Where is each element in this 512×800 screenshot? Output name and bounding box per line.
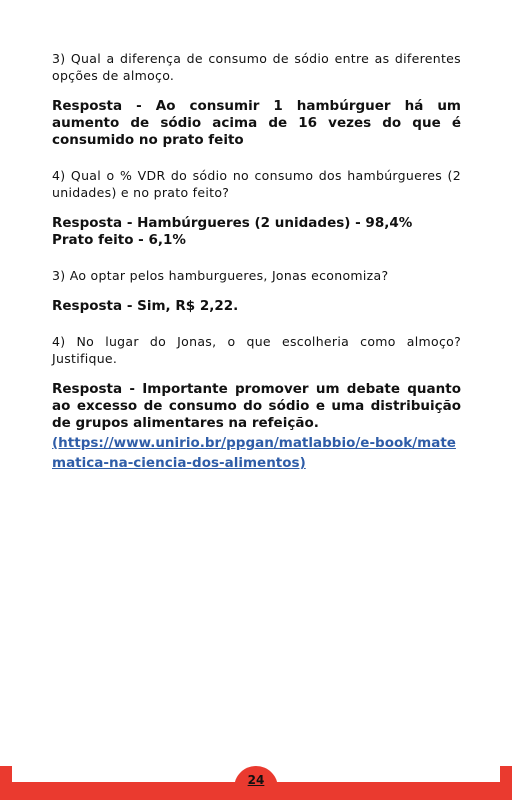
question-4-vdr-sodio: 4) Qual o % VDR do sódio no consumo dos hambúrgueres (2 unidades) e no prato feito? [52,168,461,200]
page-number-tab [234,766,278,794]
footer-corner-right [500,766,512,800]
answer-3-diferenca-sodio: Resposta - Ao consumir 1 hambúrguer há um aumento de sódio acima de 16 vezes do que é consumido no prato feito [52,98,461,148]
answer-4-line-prato-feito: Prato feito - 6,1% [52,232,186,248]
footer-corner-left [0,766,12,800]
answer-4-line-hamburgueres: Resposta - Hambúrgueres (2 unidades) - 98,4% [52,215,413,231]
answer-4-escolha-text: Resposta - Importante promover um debate quanto ao excesso de consumo do sódio e uma distribuição de grupos alimentares na refeição. [52,381,461,431]
question-3-diferenca-sodio: 3) Qual a diferença de consumo de sódio entre as diferentes opções de almoço. [52,51,461,83]
answer-4-escolha-almoco [52,381,461,432]
reference-link[interactable]: (https://www.unirio.br/ppgan/matlabbio/e-book/matematica-na-ciencia-dos-alimentos) [52,435,456,471]
page-content [52,50,461,472]
answer-4-vdr-sodio [52,215,461,249]
page-number: 24 [247,773,265,787]
question-3-economia: 3) Ao optar pelos hamburgueres, Jonas economiza? [52,268,389,283]
answer-3-economia: Resposta - Sim, R$ 2,22. [52,298,239,314]
question-4-escolha-almoco: 4) No lugar do Jonas, o que escolheria como almoço? Justifique. [52,334,461,366]
